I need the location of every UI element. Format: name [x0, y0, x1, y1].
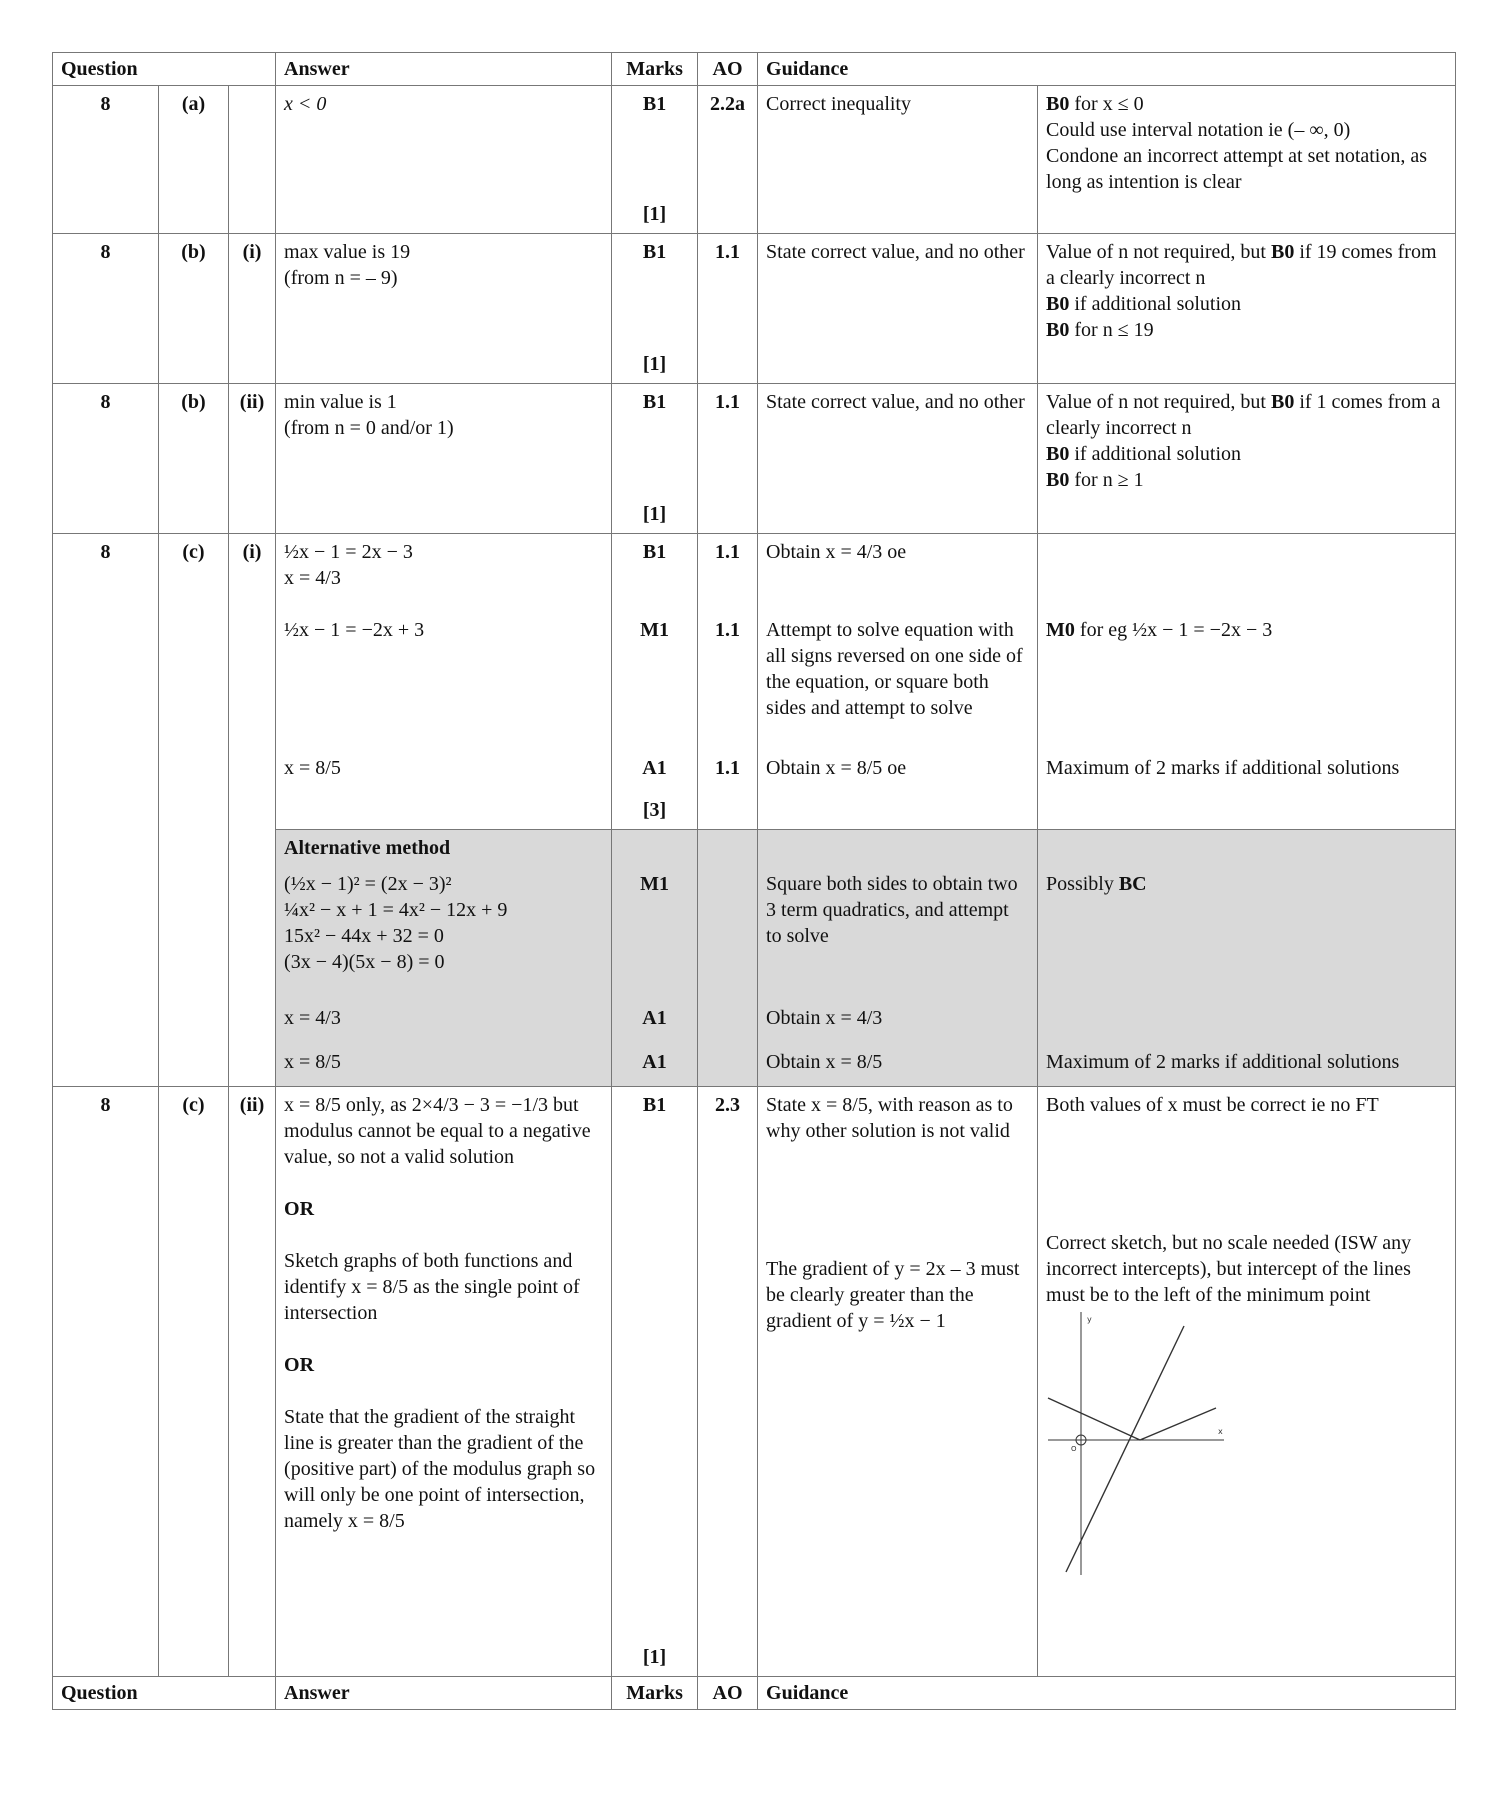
guidance-notes: Maximum of 2 marks if additional solutions: [1038, 1044, 1456, 1086]
question-subpart: (i): [229, 534, 276, 612]
answer-text: x = 8/5: [276, 750, 612, 830]
guidance-notes: Maximum of 2 marks if additional solutions: [1038, 750, 1456, 830]
mark-code: B1: [642, 391, 667, 413]
mark-code: A1: [642, 756, 667, 779]
footer-answer: Answer: [276, 1676, 612, 1709]
row-8bii: [53, 384, 1456, 534]
question-subpart: (ii): [229, 384, 276, 534]
question-subpart: (ii): [229, 1086, 276, 1676]
row-8ci-alt-title: [53, 830, 1456, 867]
mark-code: A1: [612, 1044, 698, 1086]
header-question: Question: [53, 53, 276, 86]
header-answer: Answer: [276, 53, 612, 86]
sketch-graph: [1046, 1310, 1226, 1580]
question-number: 8: [53, 534, 159, 612]
marks-cell: [612, 234, 698, 384]
guidance-main: Attempt to solve equation with all signs reversed on one side of the equation, or square both sides and attempt to solve: [758, 612, 1038, 750]
answer-text: x = 8/5 only, as 2×4/3 − 3 = −1/3 but modulus cannot be equal to a negative value, so not a valid solution OR Sketch graphs of both functions and identify x = 8/5 as the single point of intersection OR State that the gradient of the straight line is greater than the gradient of the (positive part) of the modulus graph so will only be one point of intersection, namely x = 8/5: [276, 1086, 612, 1676]
mark-code: A1: [612, 1000, 698, 1044]
footer-question: Question: [53, 1676, 276, 1709]
question-number: 8: [53, 86, 159, 234]
row-8cii: [53, 1086, 1456, 1676]
guidance-notes: Both values of x must be correct ie no FT Correct sketch, but no scale needed (ISW any incorrect intercepts), but intercept of the lines must be to the left of the minimum point y x O: [1038, 1086, 1456, 1676]
marks-cell: [612, 750, 698, 830]
ao-code: 2.2a: [698, 86, 758, 234]
y-axis-label: y: [1087, 1314, 1092, 1324]
row-8ci-alt-a2: [53, 1044, 1456, 1086]
answer-text: x = 8/5: [276, 1044, 612, 1086]
question-number: 8: [53, 384, 159, 534]
ao-code: 1.1: [698, 534, 758, 612]
question-subpart: [229, 86, 276, 234]
mark-code: B1: [612, 534, 698, 612]
row-8a: [53, 86, 1456, 234]
answer-text: x = 4/3: [276, 1000, 612, 1044]
mark-total: [1]: [642, 503, 667, 525]
row-8ci-step3: [53, 750, 1456, 830]
mark-total: [1]: [642, 353, 667, 375]
mark-scheme-table: [52, 52, 1456, 1710]
ao-code: 1.1: [698, 612, 758, 750]
alternative-method-title: Alternative method: [276, 830, 612, 867]
marks-cell: [612, 384, 698, 534]
guidance-notes: M0 for eg ½x − 1 = −2x − 3: [1038, 612, 1456, 750]
answer-text: ½x − 1 = 2x − 3 x = 4/3: [276, 534, 612, 612]
mark-code: M1: [612, 866, 698, 1000]
x-axis-label: x: [1218, 1426, 1223, 1436]
guidance-main: Obtain x = 8/5 oe: [758, 750, 1038, 830]
footer-marks: Marks: [612, 1676, 698, 1709]
guidance-main: Square both sides to obtain two 3 term quadratics, and attempt to solve: [758, 866, 1038, 1000]
header-marks: Marks: [612, 53, 698, 86]
answer-text: ½x − 1 = −2x + 3: [276, 612, 612, 750]
question-part: (c): [159, 534, 229, 612]
question-subpart: (i): [229, 234, 276, 384]
question-number: 8: [53, 234, 159, 384]
mark-total: [3]: [642, 799, 667, 821]
mark-code: M1: [612, 612, 698, 750]
guidance-main: State correct value, and no other: [758, 234, 1038, 384]
mark-total: [1]: [642, 1645, 667, 1668]
question-part: (b): [159, 234, 229, 384]
straight-line-graph: [1066, 1326, 1184, 1572]
mark-code: B1: [642, 1093, 667, 1116]
footer-row: [53, 1676, 1456, 1709]
row-8ci-step1: [53, 534, 1456, 612]
header-row: [53, 53, 1456, 86]
guidance-notes: [1038, 534, 1456, 612]
row-8ci-step2: [53, 612, 1456, 750]
footer-ao: AO: [698, 1676, 758, 1709]
mark-code: B1: [642, 93, 667, 115]
question-part: (a): [159, 86, 229, 234]
mark-total: [1]: [642, 203, 667, 225]
guidance-notes: Value of n not required, but B0 if 1 comes from a clearly incorrect n B0 if additional solution B0 for n ≥ 1: [1038, 384, 1456, 534]
answer-text: max value is 19 (from n = – 9): [276, 234, 612, 384]
guidance-main: Obtain x = 8/5: [758, 1044, 1038, 1086]
mark-code: B1: [642, 241, 667, 263]
answer-text: min value is 1 (from n = 0 and/or 1): [276, 384, 612, 534]
header-ao: AO: [698, 53, 758, 86]
marks-cell: [612, 1086, 698, 1676]
question-part: (c): [159, 1086, 229, 1676]
guidance-notes: B0 for x ≤ 0 Could use interval notation ie (– ∞, 0) Condone an incorrect attempt at set notation, as long as intention is clear: [1038, 86, 1456, 234]
row-8ci-alt-a1: [53, 1000, 1456, 1044]
ao-code: 1.1: [698, 384, 758, 534]
row-8bi: [53, 234, 1456, 384]
row-8ci-alt-m1: [53, 866, 1456, 1000]
guidance-main: State x = 8/5, with reason as to why other solution is not valid The gradient of y = 2x – 3 must be clearly greater than the gradient of y = ½x − 1: [758, 1086, 1038, 1676]
answer-text: (½x − 1)² = (2x − 3)² ¼x² − x + 1 = 4x² − 12x + 9 15x² − 44x + 32 = 0 (3x − 4)(5x − 8) = 0: [276, 866, 612, 1000]
guidance-main: Obtain x = 4/3: [758, 1000, 1038, 1044]
ao-code: 1.1: [698, 234, 758, 384]
marks-cell: [612, 86, 698, 234]
ao-code: 2.3: [698, 1086, 758, 1676]
guidance-main: Obtain x = 4/3 oe: [758, 534, 1038, 612]
ao-code: 1.1: [698, 750, 758, 830]
question-number: 8: [53, 1086, 159, 1676]
guidance-main: Correct inequality: [758, 86, 1038, 234]
answer-text: x < 0: [276, 86, 612, 234]
origin-label: O: [1071, 1444, 1077, 1453]
guidance-notes: Value of n not required, but B0 if 19 comes from a clearly incorrect n B0 if additional solution B0 for n ≤ 19: [1038, 234, 1456, 384]
header-guidance: Guidance: [758, 53, 1456, 86]
guidance-notes: Possibly BC: [1038, 866, 1456, 1000]
question-part: (b): [159, 384, 229, 534]
guidance-main: State correct value, and no other: [758, 384, 1038, 534]
footer-guidance: Guidance: [758, 1676, 1456, 1709]
